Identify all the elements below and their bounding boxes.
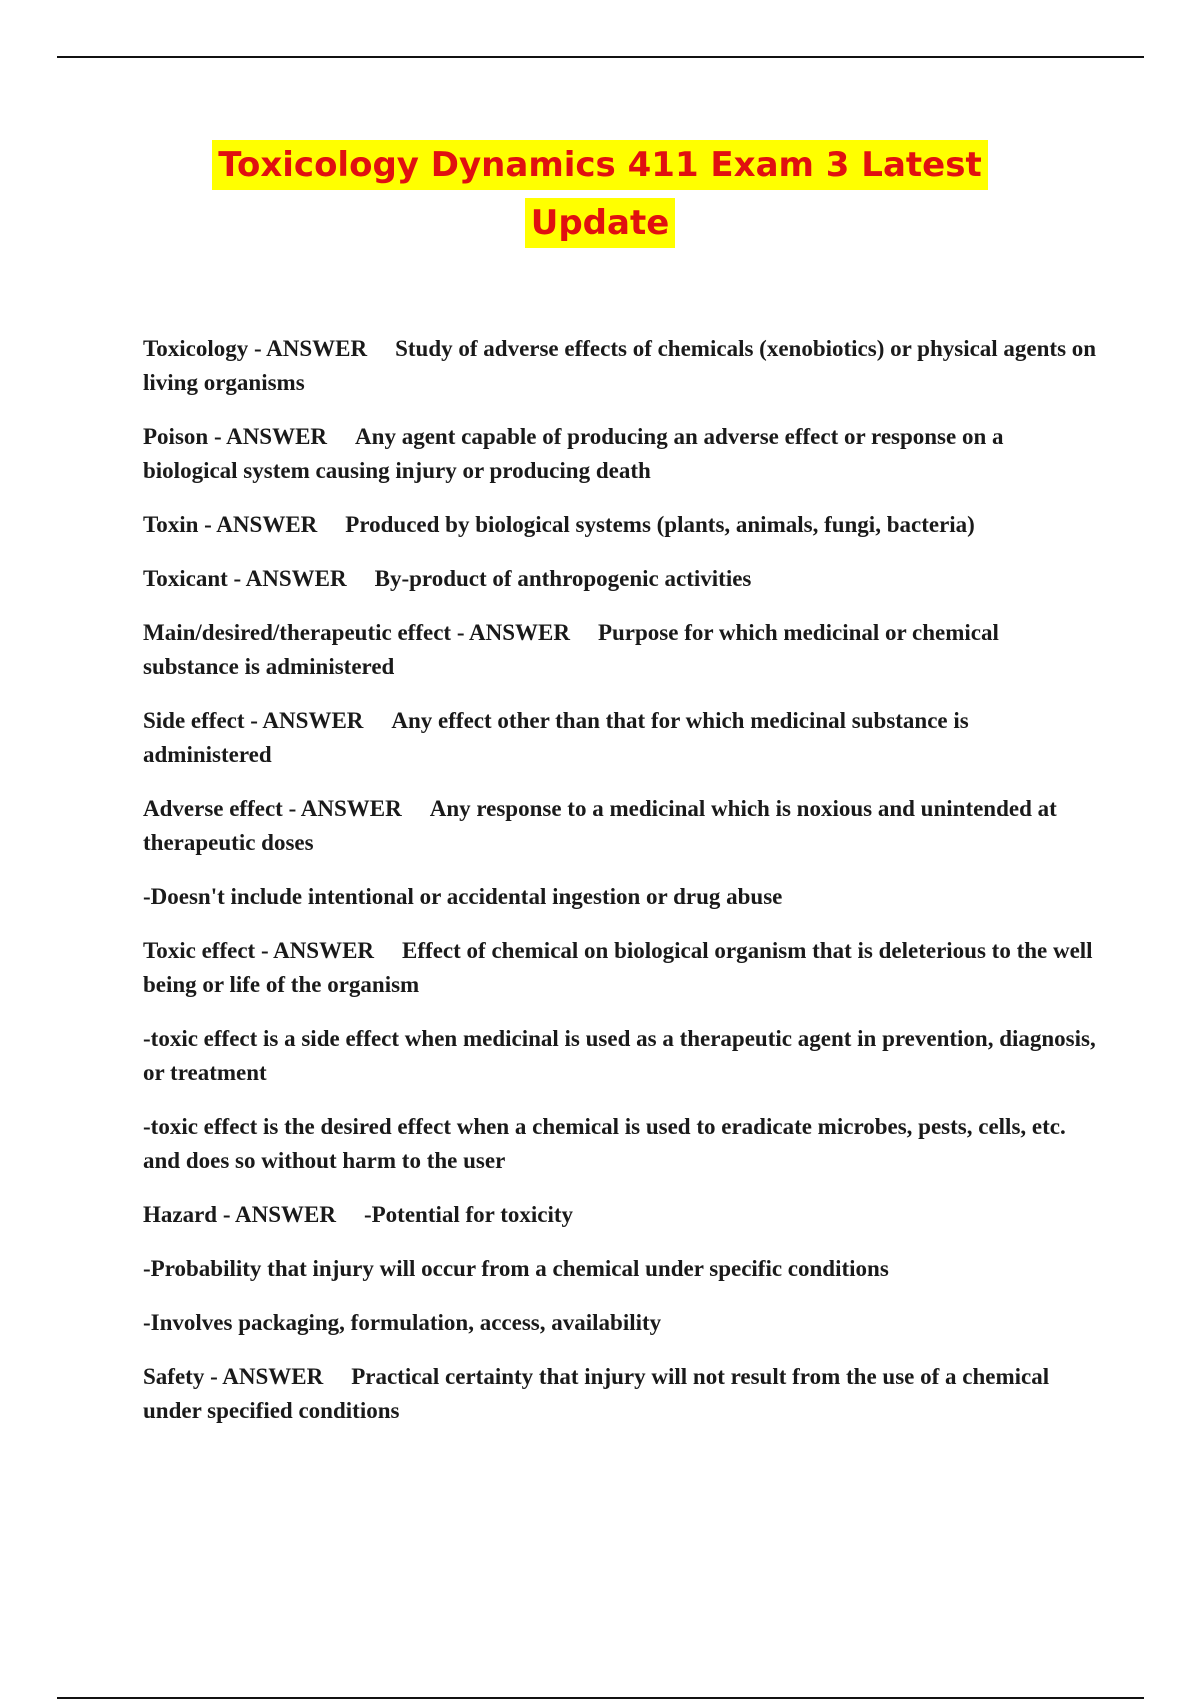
entry-side-effect: [143, 704, 1098, 772]
entry-term: Toxicant: [143, 566, 228, 591]
entry-definition: -Potential for toxicity: [363, 1202, 574, 1227]
entry-term: Adverse effect: [143, 796, 283, 821]
entry-term: Side effect: [143, 708, 245, 733]
entry-definition: Any agent capable of producing an adverse effect or response on a biological system causing injury or producing death: [143, 424, 1004, 483]
entry-definition: Any response to a medicinal which is noxious and unintended at therapeutic doses: [143, 796, 1057, 855]
entry-poison: [143, 420, 1098, 488]
entry-answer-marker: - ANSWER: [208, 424, 328, 449]
entry-definition: Practical certainty that injury will not result from the use of a chemical under specified conditions: [143, 1364, 1050, 1423]
entry-term: Toxin: [143, 512, 199, 537]
entry-definition: Any effect other than that for which medicinal substance is administered: [143, 708, 969, 767]
title-line-1: Toxicology Dynamics 411 Exam 3 Latest: [212, 140, 987, 190]
entry-note: -Involves packaging, formulation, access, availability: [143, 1310, 662, 1335]
entry-definition: By-product of anthropogenic activities: [374, 566, 752, 591]
entry-toxic-effect: [143, 934, 1098, 1002]
entry-definition: Effect of chemical on biological organism that is deleterious to the well being or life of the organism: [143, 938, 1093, 997]
entry-term: Toxicology: [143, 336, 249, 361]
entry-definition: Study of adverse effects of chemicals (xenobiotics) or physical agents on living organisms: [143, 336, 1097, 395]
entry-term: Safety: [143, 1364, 205, 1389]
title-line-2: Update: [525, 198, 676, 248]
entry-answer-marker: - ANSWER: [451, 620, 570, 645]
entry-answer-marker: - ANSWER: [244, 708, 364, 733]
entry-term: Hazard: [143, 1202, 218, 1227]
entry-safety: [143, 1360, 1098, 1428]
entry-adverse-effect: [143, 792, 1098, 860]
entry-toxicology: [143, 332, 1098, 400]
page-title: [0, 140, 1200, 256]
entry-toxin: [143, 508, 1098, 542]
entry-term: Poison: [143, 424, 209, 449]
entry-answer-marker: - ANSWER: [255, 938, 375, 963]
entry-answer-marker: - ANSWER: [248, 336, 368, 361]
entry-term: Main/desired/therapeutic effect: [143, 620, 452, 645]
qa-list: [143, 332, 1098, 1448]
entry-therapeutic-effect: [143, 616, 1098, 684]
entry-toxicant: [143, 562, 1098, 596]
entry-definition: Produced by biological systems (plants, animals, fungi, bacteria): [345, 512, 975, 537]
entry-term: Toxic effect: [143, 938, 256, 963]
entry-answer-marker: - ANSWER: [217, 1202, 336, 1227]
entry-answer-marker: - ANSWER: [227, 566, 347, 591]
entry-definition: Purpose for which medicinal or chemical substance is administered: [143, 620, 999, 679]
entry-note: -toxic effect is the desired effect when a chemical is used to eradicate microbes, pests, cells, etc. and does so without harm to the user: [143, 1114, 1066, 1173]
bottom-rule: [57, 1697, 1144, 1699]
entry-note: -Doesn't include intentional or accidental ingestion or drug abuse: [143, 884, 783, 909]
entry-answer-marker: - ANSWER: [282, 796, 402, 821]
entry-answer-marker: - ANSWER: [204, 1364, 324, 1389]
entry-note: -Probability that injury will occur from a chemical under specific conditions: [143, 1256, 889, 1281]
entry-hazard: [143, 1198, 1098, 1232]
entry-note: -toxic effect is a side effect when medicinal is used as a therapeutic agent in prevention, diagnosis, or treatment: [143, 1026, 1096, 1085]
top-rule: [57, 56, 1144, 58]
entry-answer-marker: - ANSWER: [198, 512, 318, 537]
